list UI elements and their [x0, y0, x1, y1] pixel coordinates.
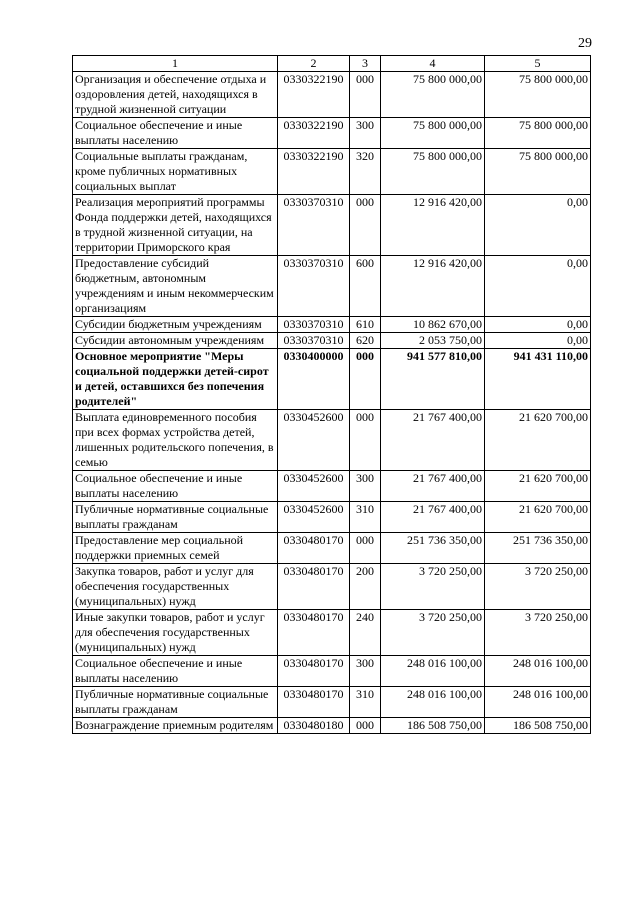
cell-amount-col4: 75 800 000,00	[381, 118, 485, 149]
cell-code: 0330452600	[278, 471, 350, 502]
cell-code: 0330322190	[278, 118, 350, 149]
cell-amount-col4: 248 016 100,00	[381, 687, 485, 718]
cell-amount-col4: 21 767 400,00	[381, 410, 485, 471]
header-row	[73, 56, 591, 72]
cell-code: 0330480170	[278, 564, 350, 610]
cell-name: Социальное обеспечение и иные выплаты населению	[73, 656, 278, 687]
cell-amount-col5: 248 016 100,00	[485, 687, 591, 718]
cell-name: Реализация мероприятий программы Фонда поддержки детей, находящихся в трудной жизненной ситуации, на территории Приморского края	[73, 195, 278, 256]
cell-name: Основное мероприятие "Меры социальной поддержки детей-сирот и детей, оставшихся без попечения родителей"	[73, 349, 278, 410]
cell-amount-col4: 75 800 000,00	[381, 149, 485, 195]
cell-type: 000	[350, 195, 381, 256]
cell-amount-col4: 12 916 420,00	[381, 256, 485, 317]
cell-amount-col5: 3 720 250,00	[485, 564, 591, 610]
cell-name: Публичные нормативные социальные выплаты гражданам	[73, 502, 278, 533]
cell-amount-col5: 0,00	[485, 195, 591, 256]
table-row	[73, 349, 591, 410]
cell-amount-col5: 21 620 700,00	[485, 410, 591, 471]
cell-amount-col4: 248 016 100,00	[381, 656, 485, 687]
cell-amount-col5: 21 620 700,00	[485, 502, 591, 533]
header-col-5: 5	[485, 56, 591, 72]
cell-code: 0330370310	[278, 195, 350, 256]
cell-amount-col4: 3 720 250,00	[381, 610, 485, 656]
table-row	[73, 256, 591, 317]
cell-code: 0330452600	[278, 502, 350, 533]
table-row	[73, 502, 591, 533]
cell-type: 620	[350, 333, 381, 349]
cell-type: 310	[350, 502, 381, 533]
cell-code: 0330322190	[278, 149, 350, 195]
cell-type: 000	[350, 72, 381, 118]
table-row	[73, 333, 591, 349]
cell-amount-col5: 251 736 350,00	[485, 533, 591, 564]
cell-amount-col5: 186 508 750,00	[485, 718, 591, 734]
cell-type: 000	[350, 410, 381, 471]
cell-name: Организация и обеспечение отдыха и оздоровления детей, находящихся в трудной жизненной ситуации	[73, 72, 278, 118]
table-row	[73, 471, 591, 502]
table-row	[73, 72, 591, 118]
cell-type: 000	[350, 349, 381, 410]
cell-code: 0330480170	[278, 656, 350, 687]
cell-amount-col4: 251 736 350,00	[381, 533, 485, 564]
cell-type: 300	[350, 471, 381, 502]
cell-name: Социальное обеспечение и иные выплаты населению	[73, 471, 278, 502]
cell-type: 000	[350, 533, 381, 564]
cell-type: 600	[350, 256, 381, 317]
cell-amount-col4: 10 862 670,00	[381, 317, 485, 333]
table-row	[73, 656, 591, 687]
table-row	[73, 687, 591, 718]
header-col-4: 4	[381, 56, 485, 72]
cell-type: 610	[350, 317, 381, 333]
cell-code: 0330480170	[278, 687, 350, 718]
table-body	[73, 72, 591, 734]
cell-type: 320	[350, 149, 381, 195]
cell-name: Социальные выплаты гражданам, кроме публичных нормативных социальных выплат	[73, 149, 278, 195]
cell-amount-col5: 248 016 100,00	[485, 656, 591, 687]
cell-code: 0330480170	[278, 610, 350, 656]
table-row	[73, 718, 591, 734]
table-row	[73, 564, 591, 610]
budget-table	[72, 55, 591, 734]
cell-amount-col4: 941 577 810,00	[381, 349, 485, 410]
cell-amount-col5: 75 800 000,00	[485, 149, 591, 195]
cell-code: 0330322190	[278, 72, 350, 118]
cell-type: 300	[350, 118, 381, 149]
cell-name: Субсидии бюджетным учреждениям	[73, 317, 278, 333]
cell-name: Субсидии автономным учреждениям	[73, 333, 278, 349]
table-row	[73, 149, 591, 195]
cell-name: Вознаграждение приемным родителям	[73, 718, 278, 734]
header-col-3: 3	[350, 56, 381, 72]
cell-type: 300	[350, 656, 381, 687]
cell-amount-col5: 21 620 700,00	[485, 471, 591, 502]
cell-code: 0330452600	[278, 410, 350, 471]
cell-name: Закупка товаров, работ и услуг для обеспечения государственных (муниципальных) нужд	[73, 564, 278, 610]
cell-name: Предоставление мер социальной поддержки приемных семей	[73, 533, 278, 564]
cell-amount-col4: 12 916 420,00	[381, 195, 485, 256]
cell-type: 240	[350, 610, 381, 656]
cell-amount-col4: 21 767 400,00	[381, 502, 485, 533]
cell-name: Предоставление субсидий бюджетным, автономным учреждениям и иным некоммерческим организациям	[73, 256, 278, 317]
cell-amount-col5: 0,00	[485, 317, 591, 333]
cell-code: 0330370310	[278, 333, 350, 349]
cell-amount-col5: 0,00	[485, 256, 591, 317]
cell-name: Социальное обеспечение и иные выплаты населению	[73, 118, 278, 149]
cell-amount-col5: 3 720 250,00	[485, 610, 591, 656]
table-row	[73, 317, 591, 333]
cell-code: 0330370310	[278, 317, 350, 333]
cell-amount-col5: 75 800 000,00	[485, 72, 591, 118]
cell-amount-col5: 0,00	[485, 333, 591, 349]
cell-type: 000	[350, 718, 381, 734]
cell-code: 0330370310	[278, 256, 350, 317]
table-row	[73, 118, 591, 149]
table-row	[73, 533, 591, 564]
cell-amount-col4: 3 720 250,00	[381, 564, 485, 610]
cell-code: 0330480180	[278, 718, 350, 734]
cell-type: 200	[350, 564, 381, 610]
cell-amount-col4: 186 508 750,00	[381, 718, 485, 734]
cell-name: Иные закупки товаров, работ и услуг для обеспечения государственных (муниципальных) нужд	[73, 610, 278, 656]
cell-code: 0330480170	[278, 533, 350, 564]
cell-code: 0330400000	[278, 349, 350, 410]
table-row	[73, 610, 591, 656]
cell-amount-col4: 75 800 000,00	[381, 72, 485, 118]
cell-name: Выплата единовременного пособия при всех формах устройства детей, лишенных родительского попечения, в семью	[73, 410, 278, 471]
header-col-2: 2	[278, 56, 350, 72]
cell-amount-col4: 2 053 750,00	[381, 333, 485, 349]
page-number: 29	[578, 36, 592, 51]
header-col-1: 1	[73, 56, 278, 72]
cell-type: 310	[350, 687, 381, 718]
cell-amount-col5: 941 431 110,00	[485, 349, 591, 410]
table-row	[73, 195, 591, 256]
cell-amount-col4: 21 767 400,00	[381, 471, 485, 502]
cell-name: Публичные нормативные социальные выплаты гражданам	[73, 687, 278, 718]
cell-amount-col5: 75 800 000,00	[485, 118, 591, 149]
table-row	[73, 410, 591, 471]
